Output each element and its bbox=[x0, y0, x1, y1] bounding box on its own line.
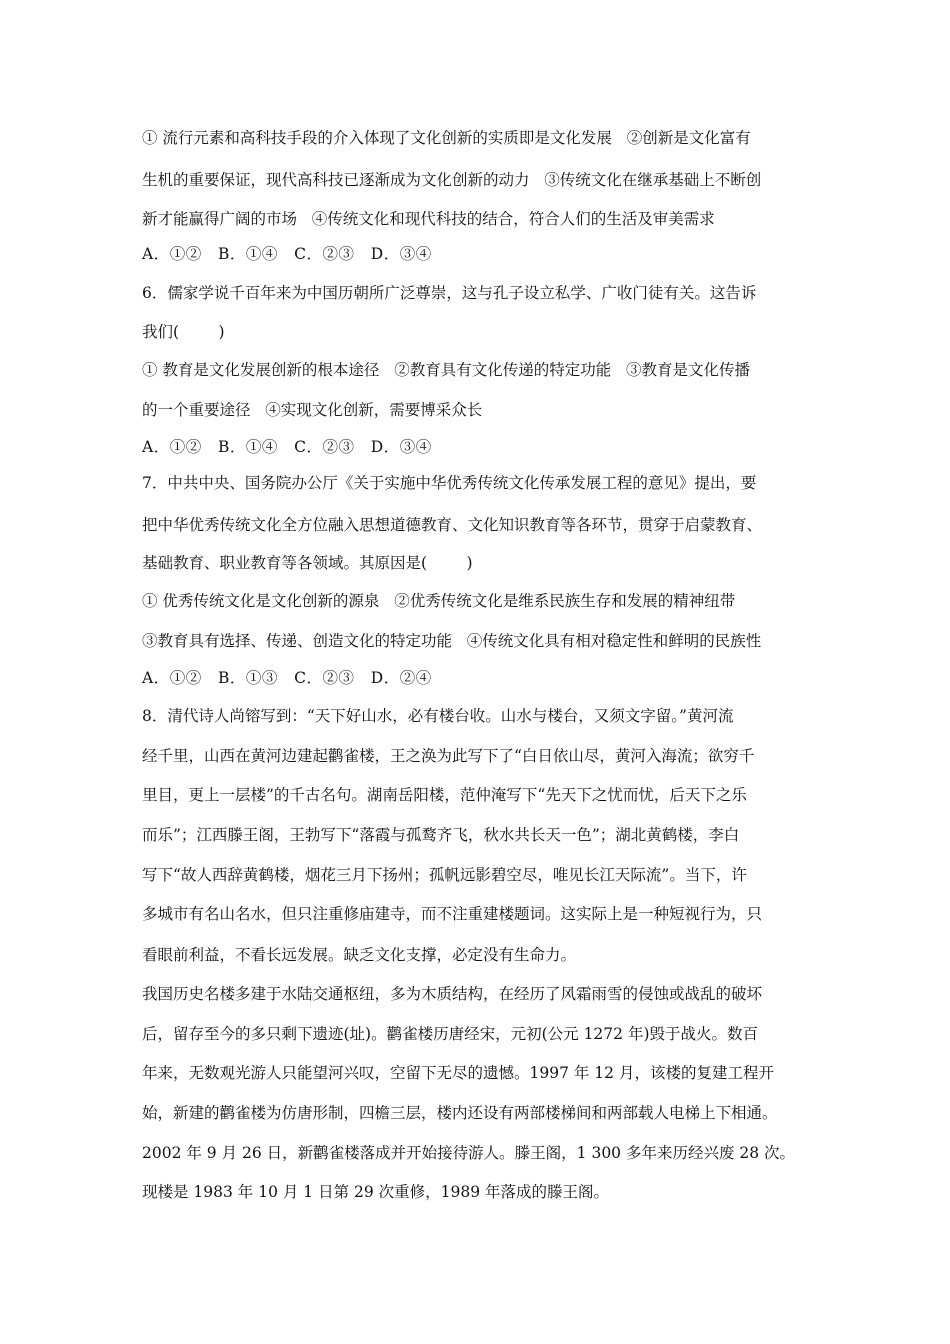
q8-passage1-line-1: 8．清代诗人尚镕写到：“天下好山水，必有楼台收。山水与楼台，又须文字留。”黄河流 bbox=[142, 707, 734, 725]
q8-passage2-line-6: 现楼是 1983 年 10 月 1 日第 29 次重修，1989 年落成的滕王阁。 bbox=[142, 1183, 610, 1201]
q8-passage2-line-5: 2002 年 9 月 26 日，新鹳雀楼落成并开始接待游人。滕王阁，1 300 多年来历经兴废 28 次。 bbox=[142, 1144, 796, 1162]
q7-statement-line-1: ① 优秀传统文化是文化创新的源泉 ②优秀传统文化是维系民族生存和发展的精神纽带 bbox=[142, 592, 736, 610]
q8-passage1-line-2: 经千里，山西在黄河边建起鹳雀楼，王之涣为此写下了“白日依山尽，黄河入海流；欲穷千 bbox=[142, 747, 755, 765]
q7-options: A．①② B．①③ C．②③ D．②④ bbox=[142, 669, 432, 687]
q8-passage1-line-3: 里目，更上一层楼”的千古名句。湖南岳阳楼，范仲淹写下“先天下之忧而忧，后天下之乐 bbox=[142, 786, 747, 804]
q6-stem-line-1: 6．儒家学说千百年来为中国历朝所广泛尊崇，这与孔子设立私学、广收门徒有关。这告诉 bbox=[142, 284, 757, 302]
q6-statement-line-1: ① 教育是文化发展创新的根本途径 ②教育具有文化传递的特定功能 ③教育是文化传播 bbox=[142, 361, 750, 379]
q8-passage2-line-3: 年来，无数观光游人只能望河兴叹，空留下无尽的遗憾。1997 年 12 月，该楼的复建工程开 bbox=[142, 1064, 774, 1082]
q5-options: A．①② B．①④ C．②③ D．③④ bbox=[142, 245, 432, 263]
q5-statement-line-2: 生机的重要保证，现代高科技已逐渐成为文化创新的动力 ③传统文化在继承基础上不断创 bbox=[142, 171, 762, 189]
q7-stem-line-2: 把中华优秀传统文化全方位融入思想道德教育、文化知识教育等各环节，贯穿于启蒙教育、 bbox=[142, 516, 763, 534]
q8-passage2-line-2: 后，留存至今的多只剩下遗迹(址)。鹳雀楼历唐经宋，元初(公元 1272 年)毁于战火。数百 bbox=[142, 1025, 758, 1043]
q8-passage2-line-4: 始，新建的鹳雀楼为仿唐形制，四檐三层，楼内还设有两部楼梯间和两部载人电梯上下相通。 bbox=[142, 1104, 778, 1122]
q6-statement-line-2: 的一个重要途径 ④实现文化创新，需要博采众长 bbox=[142, 401, 483, 419]
q7-stem-line-3: 基础教育、职业教育等各领域。其原因是( ) bbox=[142, 554, 473, 572]
q8-passage1-line-7: 看眼前利益，不看长远发展。缺乏文化支撑，必定没有生命力。 bbox=[142, 946, 577, 964]
q8-passage1-line-4: 而乐”；江西滕王阁，王勃写下“落霞与孤鹜齐飞，秋水共长天一色”；湖北黄鹤楼，李白 bbox=[142, 826, 740, 844]
q6-options: A．①② B．①④ C．②③ D．③④ bbox=[142, 438, 432, 456]
q5-statement-line-3: 新才能赢得广阔的市场 ④传统文化和现代科技的结合，符合人们的生活及审美需求 bbox=[142, 210, 715, 228]
q7-statement-line-2: ③教育具有选择、传递、创造文化的特定功能 ④传统文化具有相对稳定性和鲜明的民族性 bbox=[142, 632, 762, 650]
q7-stem-line-1: 7．中共中央、国务院办公厅《关于实施中华优秀传统文化传承发展工程的意见》提出，要 bbox=[142, 474, 757, 492]
q8-passage1-line-6: 多城市有名山名水，但只注重修庙建寺，而不注重建楼题词。这实际上是一种短视行为，只 bbox=[142, 905, 763, 923]
q6-stem-line-2: 我们( ) bbox=[142, 323, 225, 341]
q8-passage2-line-1: 我国历史名楼多建于水陆交通枢纽，多为木质结构，在经历了风霜雨雪的侵蚀或战乱的破坏 bbox=[142, 985, 763, 1003]
q5-statement-line-1: ① 流行元素和高科技手段的介入体现了文化创新的实质即是文化发展 ②创新是文化富有 bbox=[142, 129, 751, 147]
q8-passage1-line-5: 写下“故人西辞黄鹤楼，烟花三月下扬州；孤帆远影碧空尽，唯见长江天际流”。当下，许 bbox=[142, 866, 747, 884]
